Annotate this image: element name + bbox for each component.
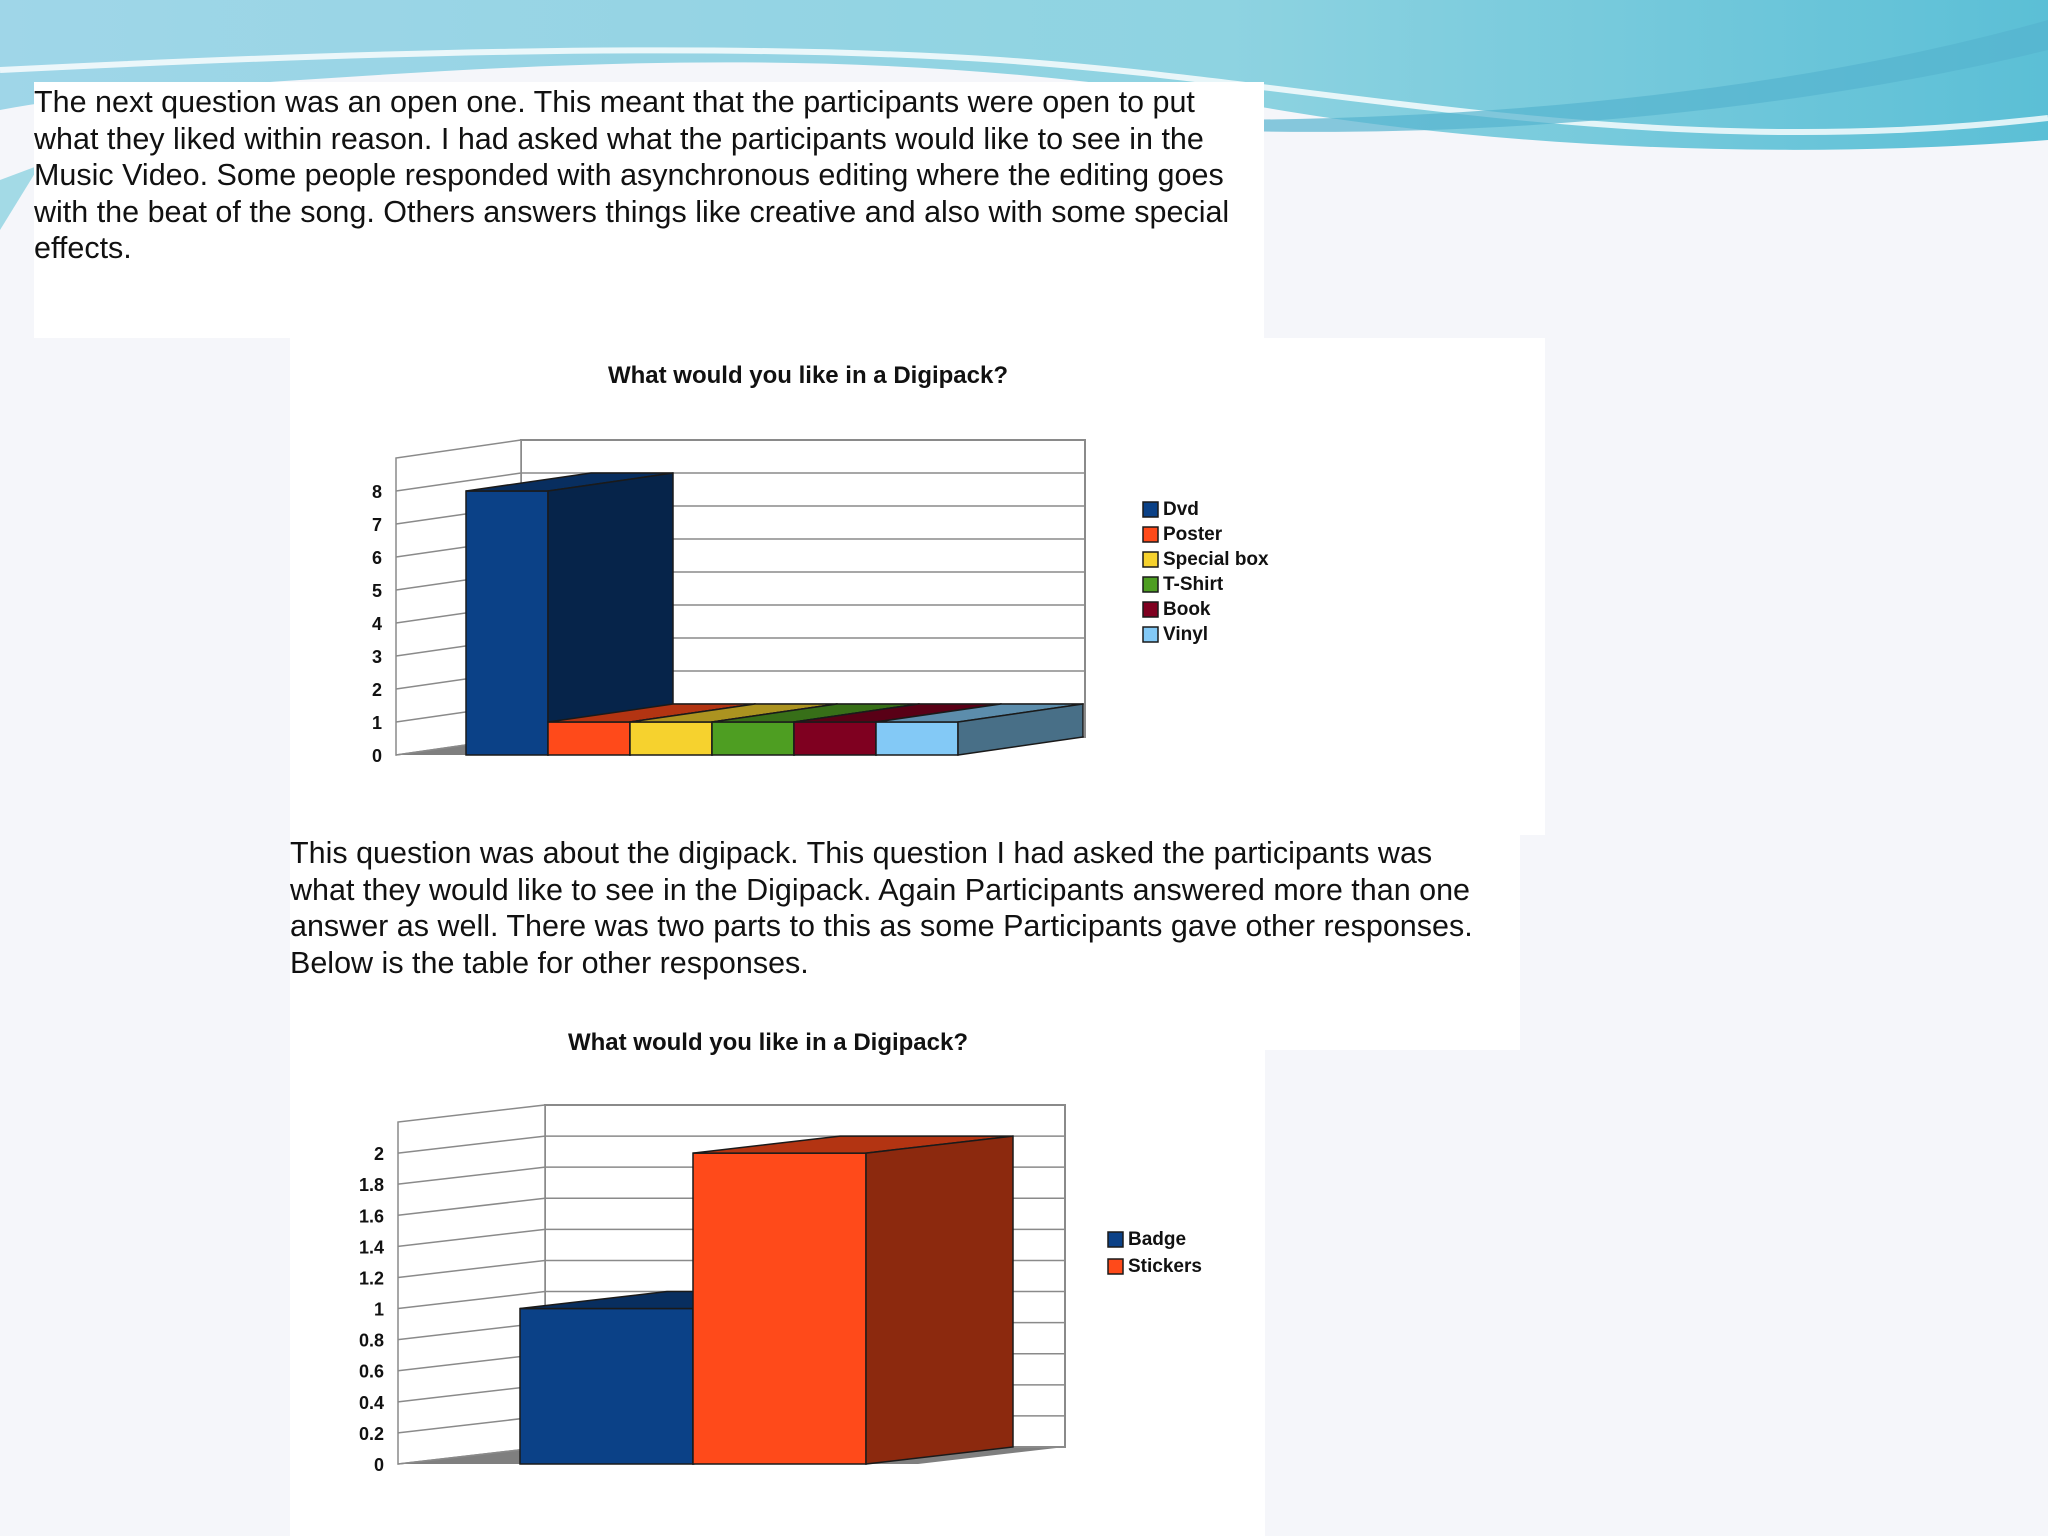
y-tick-label: 7 xyxy=(371,515,382,535)
bar-stickers xyxy=(693,1136,1013,1464)
legend-label: Poster xyxy=(1163,524,1223,545)
chart-title: What would you like in a Digipack? xyxy=(567,1029,969,1056)
y-tick-label: 1 xyxy=(373,1299,384,1320)
y-tick-label: 1.6 xyxy=(358,1206,384,1227)
y-tick-label: 0 xyxy=(371,746,382,766)
y-tick-label: 4 xyxy=(371,614,382,634)
legend-swatch xyxy=(1143,502,1158,517)
legend-swatch xyxy=(1143,627,1158,642)
legend-swatch xyxy=(1108,1232,1123,1247)
legend-label: T-Shirt xyxy=(1163,574,1224,595)
legend-label: Book xyxy=(1163,599,1211,620)
y-tick-label: 0.4 xyxy=(358,1392,384,1413)
y-tick-label: 3 xyxy=(371,647,382,667)
y-tick-label: 1.4 xyxy=(358,1237,384,1258)
legend-swatch xyxy=(1143,602,1158,617)
chart-title: What would you like in a Digipack? xyxy=(607,362,1009,389)
legend-swatch xyxy=(1143,527,1158,542)
y-tick-label: 0.8 xyxy=(358,1330,384,1351)
legend-swatch xyxy=(1143,577,1158,592)
paragraph-music-video: The next question was an open one. This meant that the participants were open to put what they liked within reason. I had asked what the participants would like to see in the Music Video. Some people responded with asynchronous editing where the editing goes with the beat of the song. Others answers things like creative and also with some special effects. xyxy=(34,85,1230,265)
legend-label: Dvd xyxy=(1163,499,1199,520)
y-tick-label: 0.2 xyxy=(358,1423,384,1444)
legend-swatch xyxy=(1143,552,1158,567)
legend-label: Stickers xyxy=(1128,1256,1202,1277)
legend-label: Badge xyxy=(1128,1229,1187,1250)
y-tick-label: 5 xyxy=(371,581,382,601)
legend-swatch xyxy=(1108,1259,1123,1274)
digipack-chart-1 xyxy=(340,350,1330,780)
y-tick-label: 8 xyxy=(371,482,382,502)
y-tick-label: 0 xyxy=(373,1455,384,1475)
paragraph-digipack: This question was about the digipack. This question I had asked the participants was what they would like to see in the Digipack. Again Participants answered more than one answer as well. There was two parts to this as some Participants gave other responses. Below is the table for other responses. xyxy=(290,836,1473,980)
y-tick-label: 6 xyxy=(371,548,382,568)
legend-label: Vinyl xyxy=(1163,624,1209,645)
digipack-chart-2 xyxy=(340,1010,1240,1480)
y-tick-label: 0.6 xyxy=(358,1361,384,1382)
y-tick-label: 2 xyxy=(371,680,382,700)
y-tick-label: 1.8 xyxy=(358,1175,384,1196)
y-tick-label: 1 xyxy=(371,713,382,733)
y-tick-label: 2 xyxy=(373,1144,384,1165)
legend-label: Special box xyxy=(1163,549,1269,570)
y-tick-label: 1.2 xyxy=(358,1268,384,1289)
